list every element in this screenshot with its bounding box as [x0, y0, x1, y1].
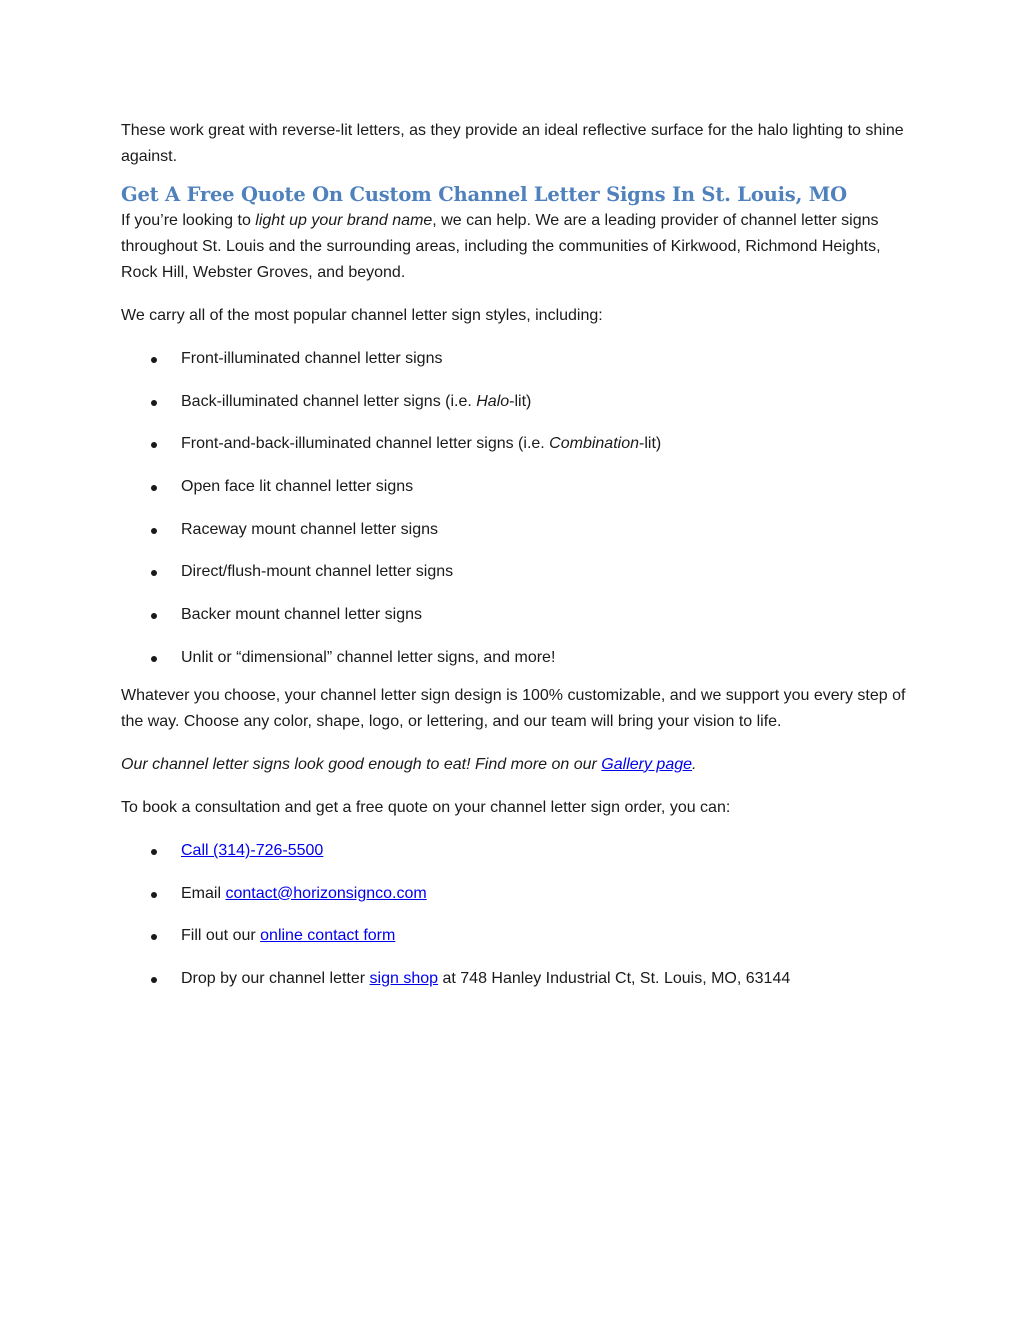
contact-form-link[interactable]: online contact form	[260, 927, 396, 945]
list-item-text: Open face lit channel letter signs	[181, 478, 414, 496]
list-item-text: Backer mount channel letter signs	[181, 606, 423, 624]
list-item	[121, 559, 911, 585]
list-item-call	[121, 838, 911, 864]
bullet-icon	[151, 656, 157, 662]
intro-service-paragraph	[121, 208, 911, 286]
list-item	[121, 389, 911, 415]
sign-styles-list	[121, 346, 911, 671]
bullet-icon	[151, 485, 157, 491]
para1-italic: light up your brand name	[255, 212, 433, 229]
email-prefix: Email	[181, 884, 226, 902]
list-item	[121, 517, 911, 543]
bullet-icon	[151, 613, 157, 619]
phone-link[interactable]: Call (314)-726-5500	[181, 841, 324, 859]
email-link[interactable]: contact@horizonsignco.com	[225, 884, 427, 902]
list-item-text-after: -lit)	[509, 392, 532, 410]
list-item-text: Unlit or “dimensional” channel letter signs, and more!	[181, 648, 556, 666]
bullet-icon	[151, 849, 157, 855]
para1-text-before: If you’re looking to	[121, 212, 256, 229]
list-item-text: Raceway mount channel letter signs	[181, 520, 439, 538]
list-item	[121, 645, 911, 671]
bullet-icon	[151, 442, 157, 448]
bullet-icon	[151, 528, 157, 534]
list-item	[121, 474, 911, 500]
gallery-link[interactable]: Gallery page	[601, 755, 693, 773]
gallery-paragraph	[121, 752, 911, 778]
section-heading: Get A Free Quote On Custom Channel Letter Signs In St. Louis, MO	[121, 183, 847, 206]
consultation-paragraph: To book a consultation and get a free quote on your channel letter sign order, you can:	[121, 798, 731, 816]
list-item-text-after: -lit)	[639, 435, 662, 453]
list-item-text: Front-illuminated channel letter signs	[181, 350, 443, 367]
list-item-shop	[121, 966, 911, 992]
list-item	[121, 602, 911, 628]
list-item-email	[121, 881, 911, 907]
document-page	[121, 118, 911, 1009]
styles-intro-paragraph: We carry all of the most popular channel letter sign styles, including:	[121, 307, 603, 324]
sign-shop-link[interactable]: sign shop	[369, 969, 439, 987]
bullet-icon	[151, 357, 157, 363]
shop-prefix: Drop by our channel letter	[181, 969, 370, 987]
bullet-icon	[151, 934, 157, 940]
para1-text-after: , we can help. We are a leading provider of channel letter signs throughout St. Louis and the surrounding areas, including the communities of Kirkwood, Richmond Heights, Rock Hill, Webster Groves, and beyond.	[121, 212, 881, 281]
bullet-icon	[151, 570, 157, 576]
list-item-text: Direct/flush-mount channel letter signs	[181, 563, 454, 581]
shop-address: at 748 Hanley Industrial Ct, St. Louis, MO, 63144	[438, 969, 791, 987]
bullet-icon	[151, 892, 157, 898]
contact-options-list	[121, 838, 911, 992]
customization-paragraph: Whatever you choose, your channel letter sign design is 100% customizable, and we support you every step of the way. Choose any color, shape, logo, or lettering, and our team will bring your vision to life.	[121, 686, 906, 730]
list-item-form	[121, 923, 911, 949]
list-item	[121, 431, 911, 457]
form-prefix: Fill out our	[181, 927, 261, 945]
list-item-italic: Halo	[476, 392, 510, 410]
bullet-icon	[151, 977, 157, 983]
bullet-icon	[151, 400, 157, 406]
gallery-text-before: Our channel letter signs look good enough to eat! Find more on our	[121, 755, 602, 773]
list-item-text: Back-illuminated channel letter signs (i.e.	[181, 392, 477, 410]
gallery-text-after: .	[692, 755, 697, 773]
list-item-italic: Combination	[549, 435, 639, 453]
list-item-text: Front-and-back-illuminated channel letter signs (i.e.	[181, 435, 550, 453]
intro-paragraph: These work great with reverse-lit letters, as they provide an ideal reflective surface for the halo lighting to shine against.	[121, 122, 904, 165]
list-item	[121, 346, 911, 372]
